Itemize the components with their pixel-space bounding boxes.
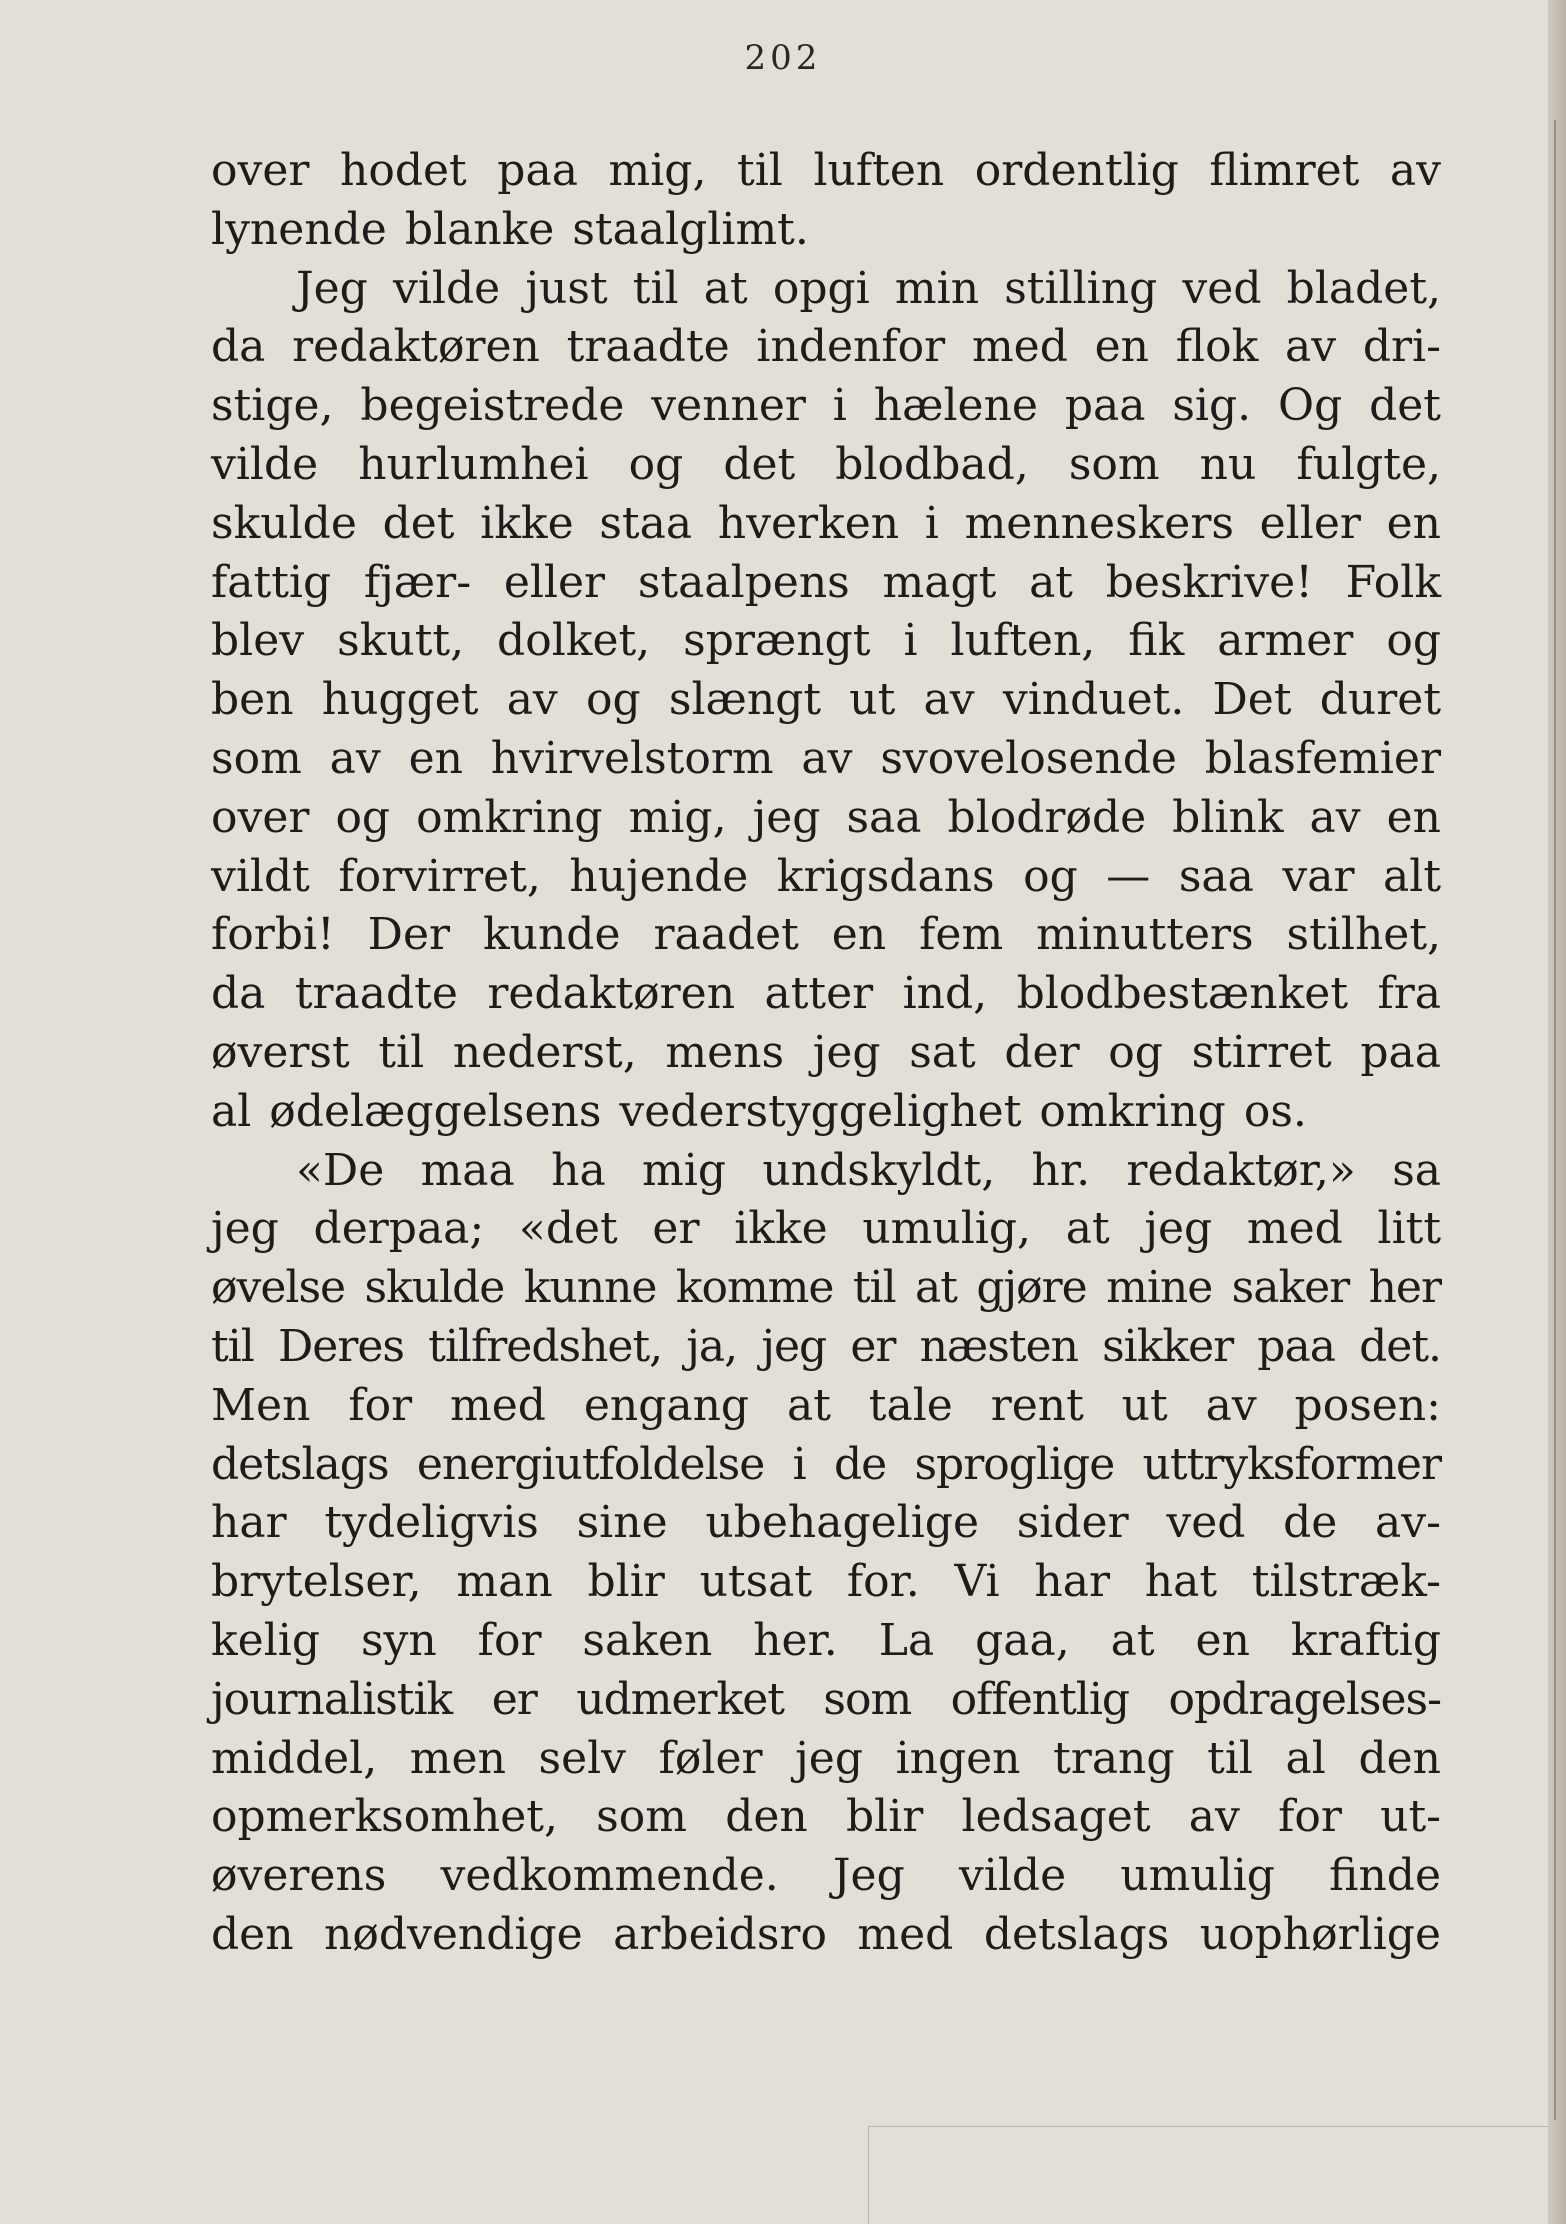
text-line: middel, men selv føler jeg ingen trang til al den	[211, 1732, 1441, 1784]
text-line: forbi! Der kunde raadet en fem minutters stilhet,	[211, 909, 1441, 961]
scan-corner-line-vertical	[868, 2126, 869, 2224]
text-line: journalistik er udmerket som offentlig opdragelses-	[211, 1673, 1441, 1725]
text-line: vildt forvirret, hujende krigsdans og — saa var alt	[211, 850, 1441, 902]
text-line: Jeg vilde just til at opgi min stilling ved bladet,	[296, 262, 1441, 314]
text-line: detslags energiutfoldelse i de sproglige uttryksformer	[211, 1438, 1441, 1490]
text-line: lynende blanke staalglimt.	[211, 203, 809, 255]
text-line: øvelse skulde kunne komme til at gjøre mine saker her	[211, 1262, 1441, 1314]
text-line: vilde hurlumhei og det blodbad, som nu fulgte,	[211, 438, 1441, 490]
text-line: har tydeligvis sine ubehagelige sider ved de av-	[211, 1497, 1441, 1549]
text-line: ben hugget av og slængt ut av vinduet. Det duret	[211, 674, 1441, 726]
page-number: 202	[744, 38, 822, 78]
text-line: den nødvendige arbeidsro med detslags uophørlige	[211, 1908, 1441, 1960]
binding-line	[1554, 120, 1556, 2120]
text-line: over og omkring mig, jeg saa blodrøde blink av en	[211, 791, 1441, 843]
text-line: blev skutt, dolket, sprængt i luften, fik armer og	[211, 615, 1441, 667]
text-line: da traadte redaktøren atter ind, blodbestænket fra	[211, 968, 1441, 1020]
page-edge-shadow	[1548, 0, 1566, 2224]
text-line: da redaktøren traadte indenfor med en flok av dri-	[211, 321, 1441, 373]
text-line: øverens vedkommende. Jeg vilde umulig finde	[211, 1850, 1441, 1902]
text-line: over hodet paa mig, til luften ordentlig flimret av	[211, 145, 1441, 196]
text-line: stige, begeistrede venner i hælene paa sig. Og det	[211, 380, 1441, 432]
text-line: al ødelæggelsens vederstyggelighet omkring os.	[211, 1085, 1307, 1137]
text-line: til Deres tilfredshet, ja, jeg er næsten sikker paa det.	[211, 1320, 1441, 1372]
text-line: skulde det ikke staa hverken i menneskers eller en	[211, 497, 1441, 549]
text-line: «De maa ha mig undskyldt, hr. redaktør,» sa	[296, 1144, 1441, 1196]
text-line: Men for med engang at tale rent ut av posen:	[211, 1379, 1441, 1431]
text-line: brytelser, man blir utsat for. Vi har hat tilstræk-	[211, 1556, 1441, 1608]
text-line: som av en hvirvelstorm av svovelosende blasfemier	[211, 732, 1441, 784]
text-line: øverst til nederst, mens jeg sat der og stirret paa	[211, 1026, 1441, 1078]
body-text	[211, 142, 1441, 1965]
text-line: fattig fjær- eller staalpens magt at beskrive! Folk	[211, 556, 1441, 608]
scan-corner-line-horizontal	[868, 2126, 1548, 2127]
text-line: opmerksomhet, som den blir ledsaget av for ut-	[211, 1791, 1441, 1843]
text-line: kelig syn for saken her. La gaa, at en kraftig	[211, 1614, 1441, 1666]
text-line: jeg derpaa; «det er ikke umulig, at jeg med litt	[211, 1203, 1441, 1255]
